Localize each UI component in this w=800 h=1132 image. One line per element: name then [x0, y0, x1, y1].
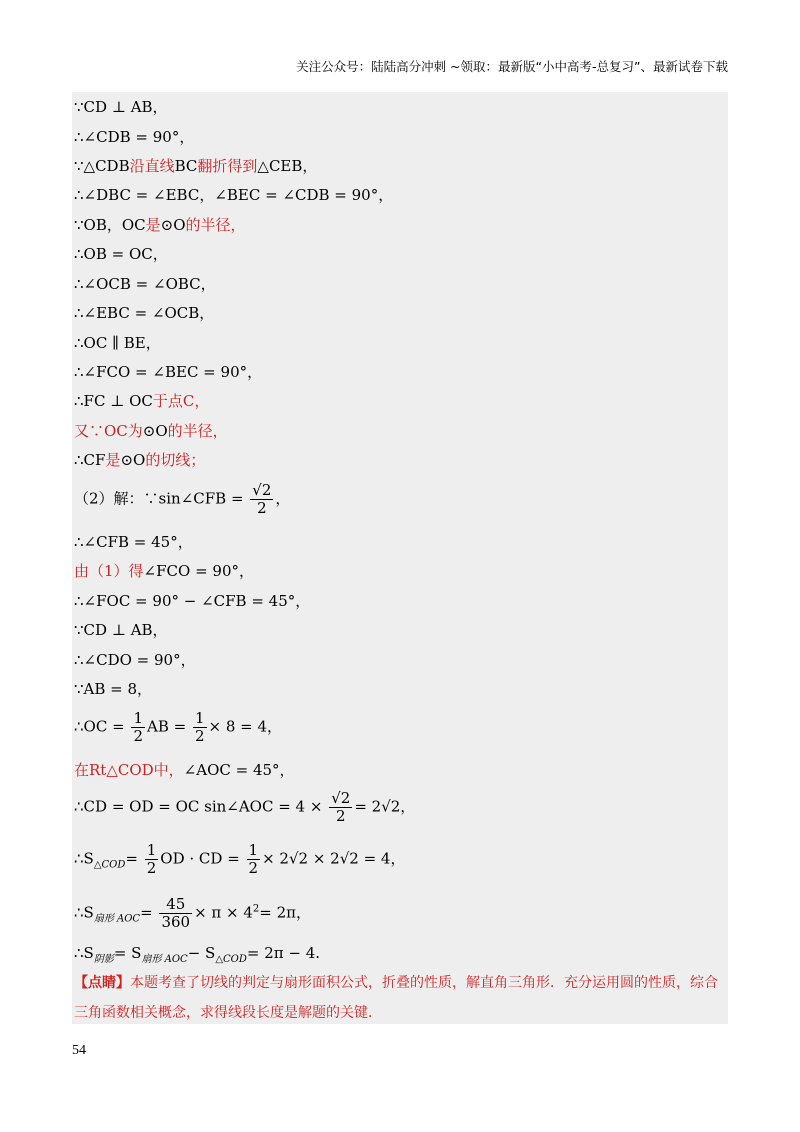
part2-line: $\therefore S_{扇形 AOC}=$ $\frac{45}{360}$ × $\pi \times 4^2= 2\pi$， [74, 895, 312, 931]
fraction: $\frac{√2}{2}$ [252, 481, 272, 517]
fraction: $\frac{1}{2}$ [133, 709, 143, 745]
part2-line: ∵AB = 8， [74, 680, 153, 698]
page-header: 关注公众号：陆陆高分冲刺 ~领取：最新版“小中高考-总复习”、最新试卷下载 [296, 59, 728, 74]
part2-line: ∵CD ⊥ AB， [74, 621, 168, 639]
proof-line: ∵△CDB沿直线BC翻折得到△CEB， [74, 157, 318, 175]
proof-line: ∴OC ∥ BE， [74, 334, 161, 352]
proof-line: ∴OB = OC， [74, 245, 168, 263]
key-point-note [74, 968, 724, 1028]
proof-line: ∴∠EBC = ∠OCB， [74, 304, 215, 322]
proof-line: ∴CF是⊙O的切线； [74, 451, 206, 469]
fraction: $\frac{1}{2}$ [248, 841, 259, 877]
proof-line: ∴∠FCO = ∠BEC = 90°， [74, 363, 263, 381]
proof-line: ∴FC ⊥ OC于点C， [74, 392, 210, 410]
part2-line: ∴∠FOC = 90° − ∠CFB = 45°， [74, 592, 311, 610]
fraction: $\frac{1}{2}$ [146, 841, 157, 877]
key-point-text: 本题考查了切线的判定与扇形面积公式，折叠的性质，解直角三角形．充分运用圆的性质，综合三角函数相关概念，求得线段长度是解题的关键． [74, 975, 718, 1021]
part2-line: $\therefore S_{阴影}= S_{扇形 AOC}- S_{\triangle COD}= 2\pi - 4$. [74, 944, 321, 965]
part2-line: ∴∠CFB = 45°， [74, 533, 193, 551]
proof-line: 又∵OC为⊙O的半径， [74, 422, 228, 440]
proof-line: ∴∠CDB = 90°， [74, 128, 195, 146]
solution-panel [72, 92, 728, 1024]
proof-line: ∴∠OCB = ∠OBC， [74, 275, 216, 293]
fraction: $\frac{45}{360}$ [161, 895, 191, 931]
page-number: 54 [72, 1043, 86, 1058]
part2-line: ∴CD = OD = OC sin∠AOC = 4 × $\frac{√2}{2}$ = 2√2， [74, 789, 416, 825]
proof-line: ∴∠DBC = ∠EBC，∠BEC = ∠CDB = 90°， [74, 186, 394, 204]
fraction: $\frac{1}{2}$ [194, 709, 205, 745]
part2-line: $\therefore S_{\triangle COD}=$ $\frac{1}{2}$ OD · CD = $\frac{1}{2}$ × 2√2 × 2√2 = 4， [74, 841, 406, 877]
proof-line: ∵CD ⊥ AB， [74, 98, 168, 116]
part2-line: ∴∠CDO = 90°， [74, 651, 196, 669]
key-point-tag: 【点睛】 [74, 975, 130, 991]
proof-line: ∵OB，OC是⊙O的半径， [74, 216, 246, 234]
part2-line: 由（1）得∠FCO = 90°， [74, 562, 254, 580]
part2-line: ∴OC = $\frac{1}{2}$ AB = $\frac{1}{2}$ × 8 = 4， [74, 709, 283, 745]
part2-line: 在Rt△COD中，∠AOC = 45°， [74, 761, 295, 779]
part2-line: （2）解：∵sin∠CFB = $\frac{√2}{2}$ ， [74, 481, 291, 517]
fraction: $\frac{√2}{2}$ [331, 789, 351, 825]
